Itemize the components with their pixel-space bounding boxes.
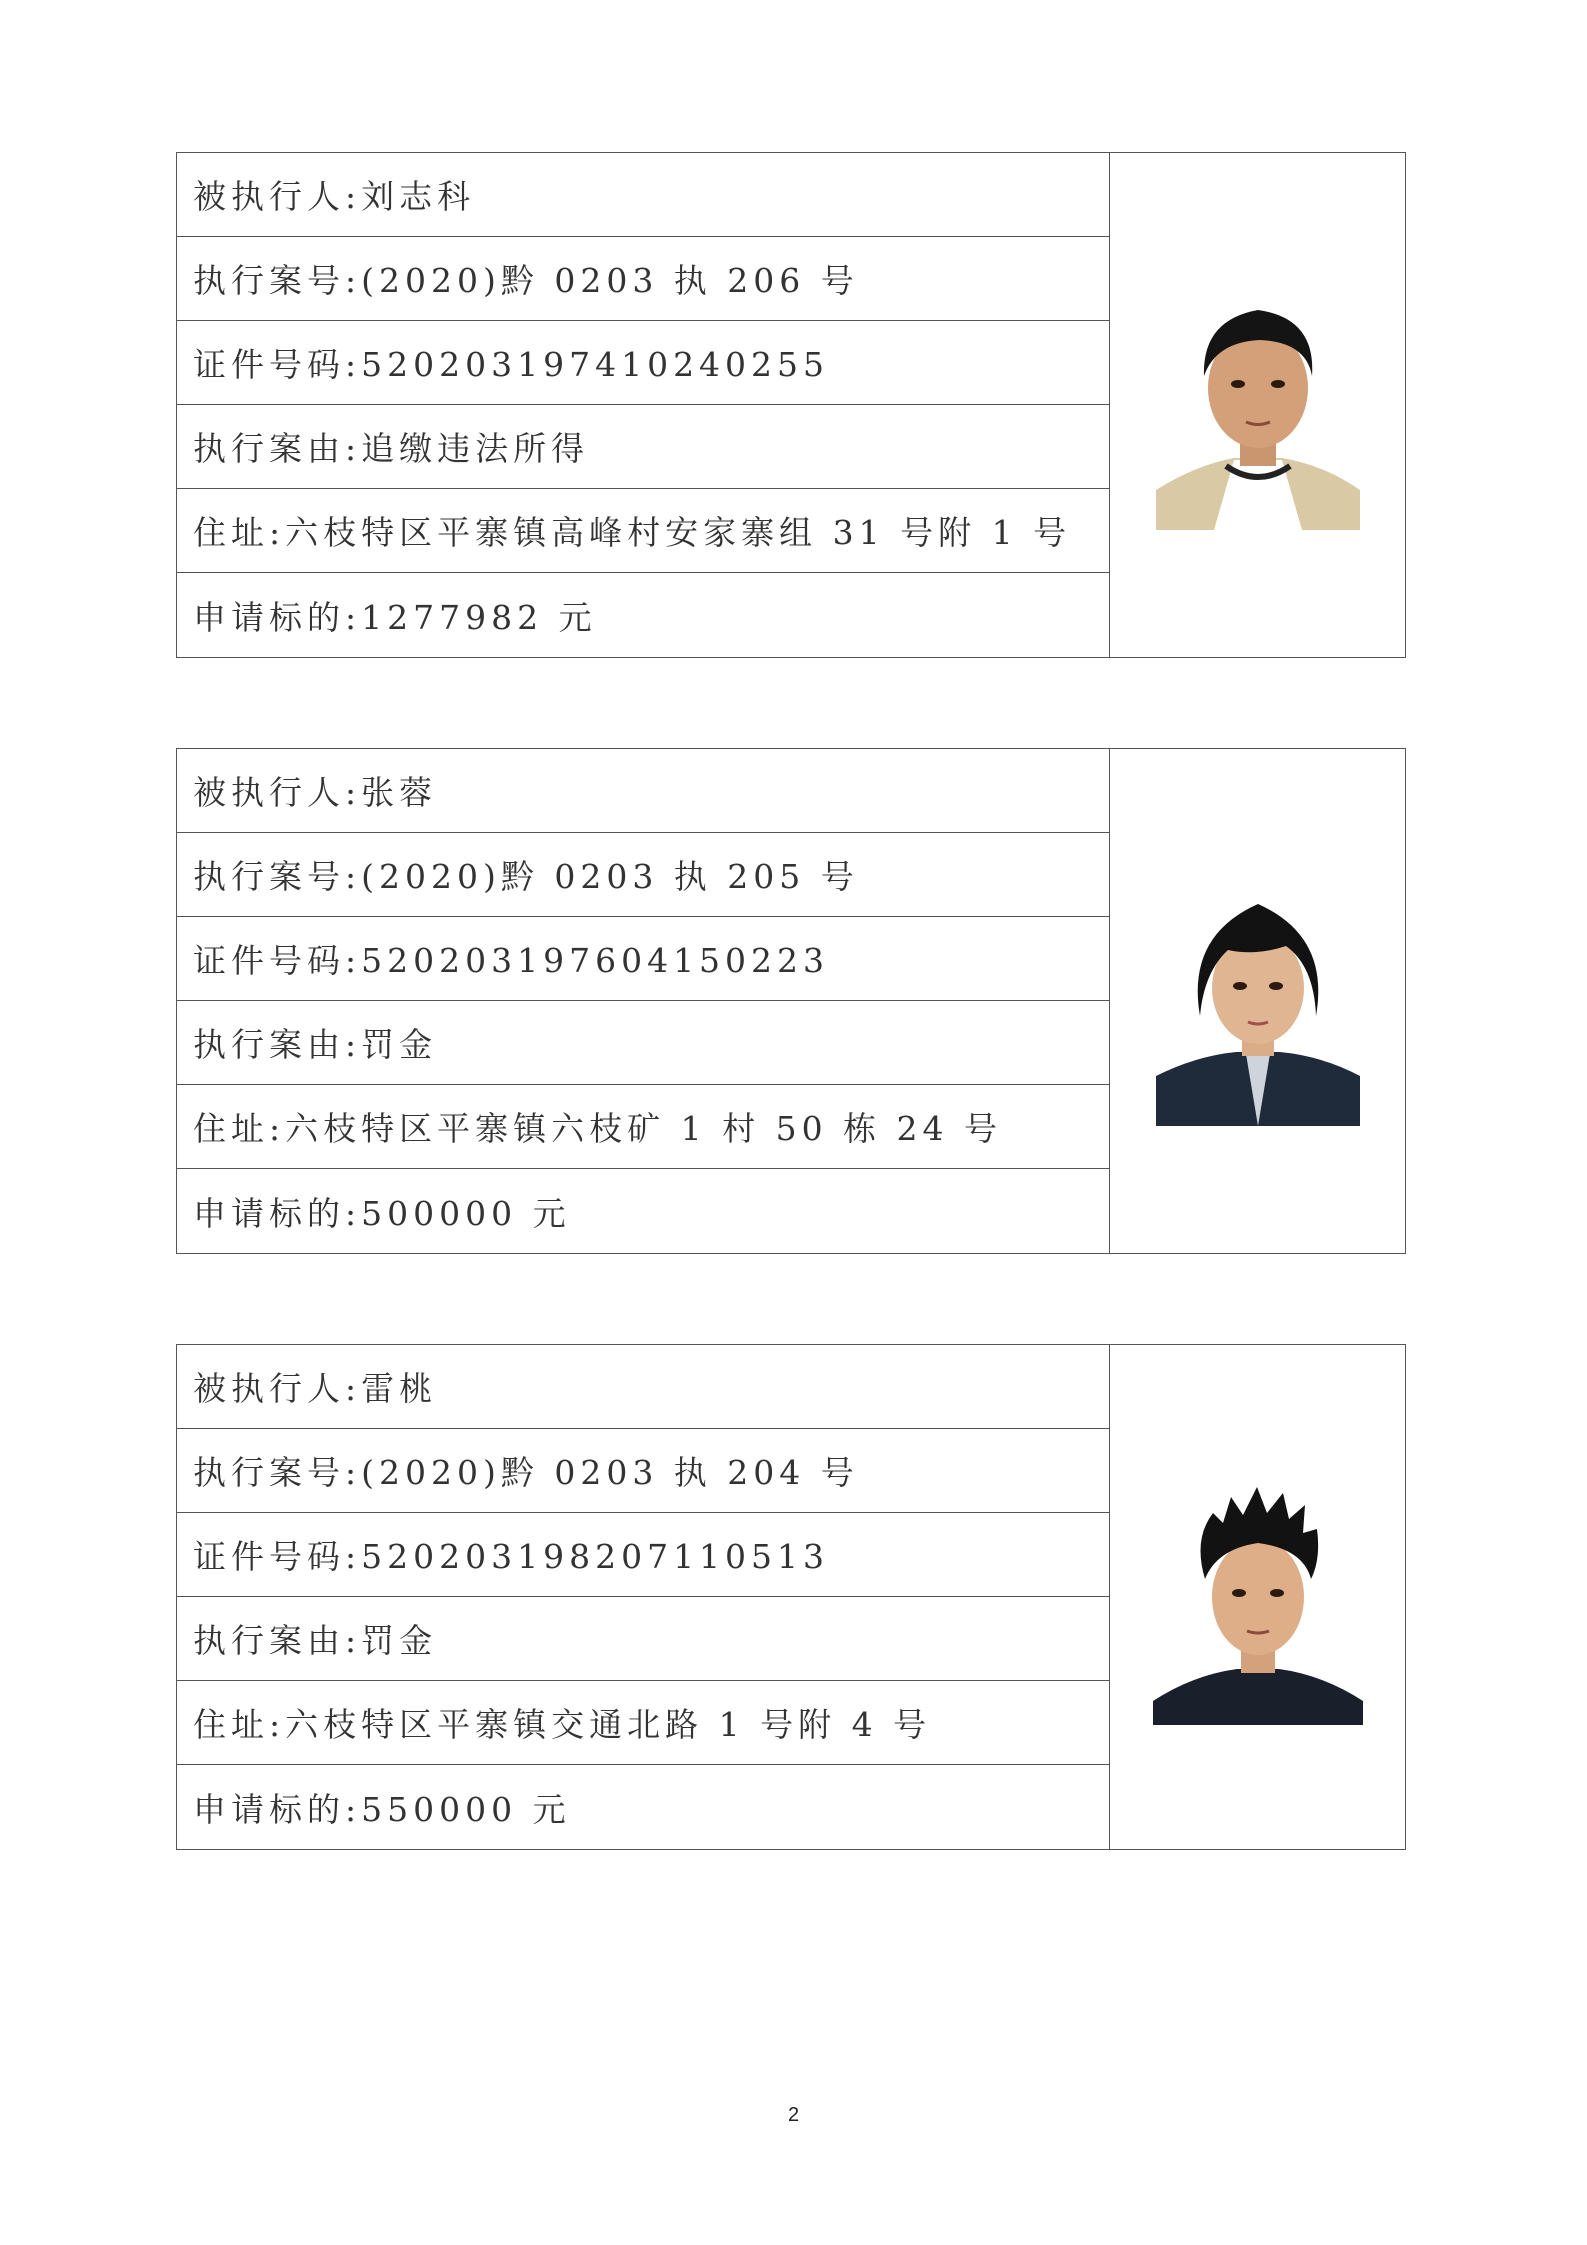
case-reason: 执行案由:罚金 xyxy=(177,1001,1109,1085)
claim-amount: 申请标的:550000 元 xyxy=(193,1789,571,1829)
case-number: 执行案号:(2020)黔 0203 执 206 号 xyxy=(177,237,1109,321)
case-number: 执行案号:(2020)黔 0203 执 204 号 xyxy=(177,1429,1109,1513)
photo-cell xyxy=(1110,1345,1405,1849)
respondent-name: 被执行人:雷桃 xyxy=(177,1345,1109,1429)
id-number: 证件号码:520203197604150223 xyxy=(177,917,1109,1001)
record-1-fields xyxy=(177,153,1110,657)
photo-cell xyxy=(1110,153,1405,657)
claim-amount: 申请标的:1277982 元 xyxy=(193,597,597,637)
respondent-name: 被执行人:刘志科 xyxy=(177,153,1109,237)
case-number: 执行案号:(2020)黔 0203 执 205 号 xyxy=(177,833,1109,917)
portrait-photo xyxy=(1156,876,1360,1126)
id-number: 证件号码:520203198207110513 xyxy=(177,1513,1109,1597)
case-reason: 执行案由:罚金 xyxy=(177,1597,1109,1681)
address: 住址:六枝特区平寨镇六枝矿 1 村 50 栋 24 号 xyxy=(177,1085,1109,1169)
claim-amount: 申请标的:500000 元 xyxy=(193,1193,571,1233)
portrait-photo xyxy=(1153,1469,1363,1725)
record-2-fields xyxy=(177,749,1110,1253)
address: 住址:六枝特区平寨镇高峰村安家寨组 31 号附 1 号 xyxy=(177,489,1109,573)
id-number: 证件号码:520203197410240255 xyxy=(177,321,1109,405)
record-1 xyxy=(176,152,1406,658)
page-number: 2 xyxy=(787,2104,800,2126)
record-3 xyxy=(176,1344,1406,1850)
case-reason: 执行案由:追缴违法所得 xyxy=(177,405,1109,489)
address: 住址:六枝特区平寨镇交通北路 1 号附 4 号 xyxy=(177,1681,1109,1765)
respondent-name: 被执行人:张蓉 xyxy=(177,749,1109,833)
portrait-photo xyxy=(1156,280,1360,530)
record-2 xyxy=(176,748,1406,1254)
record-3-fields xyxy=(177,1345,1110,1849)
photo-cell xyxy=(1110,749,1405,1253)
